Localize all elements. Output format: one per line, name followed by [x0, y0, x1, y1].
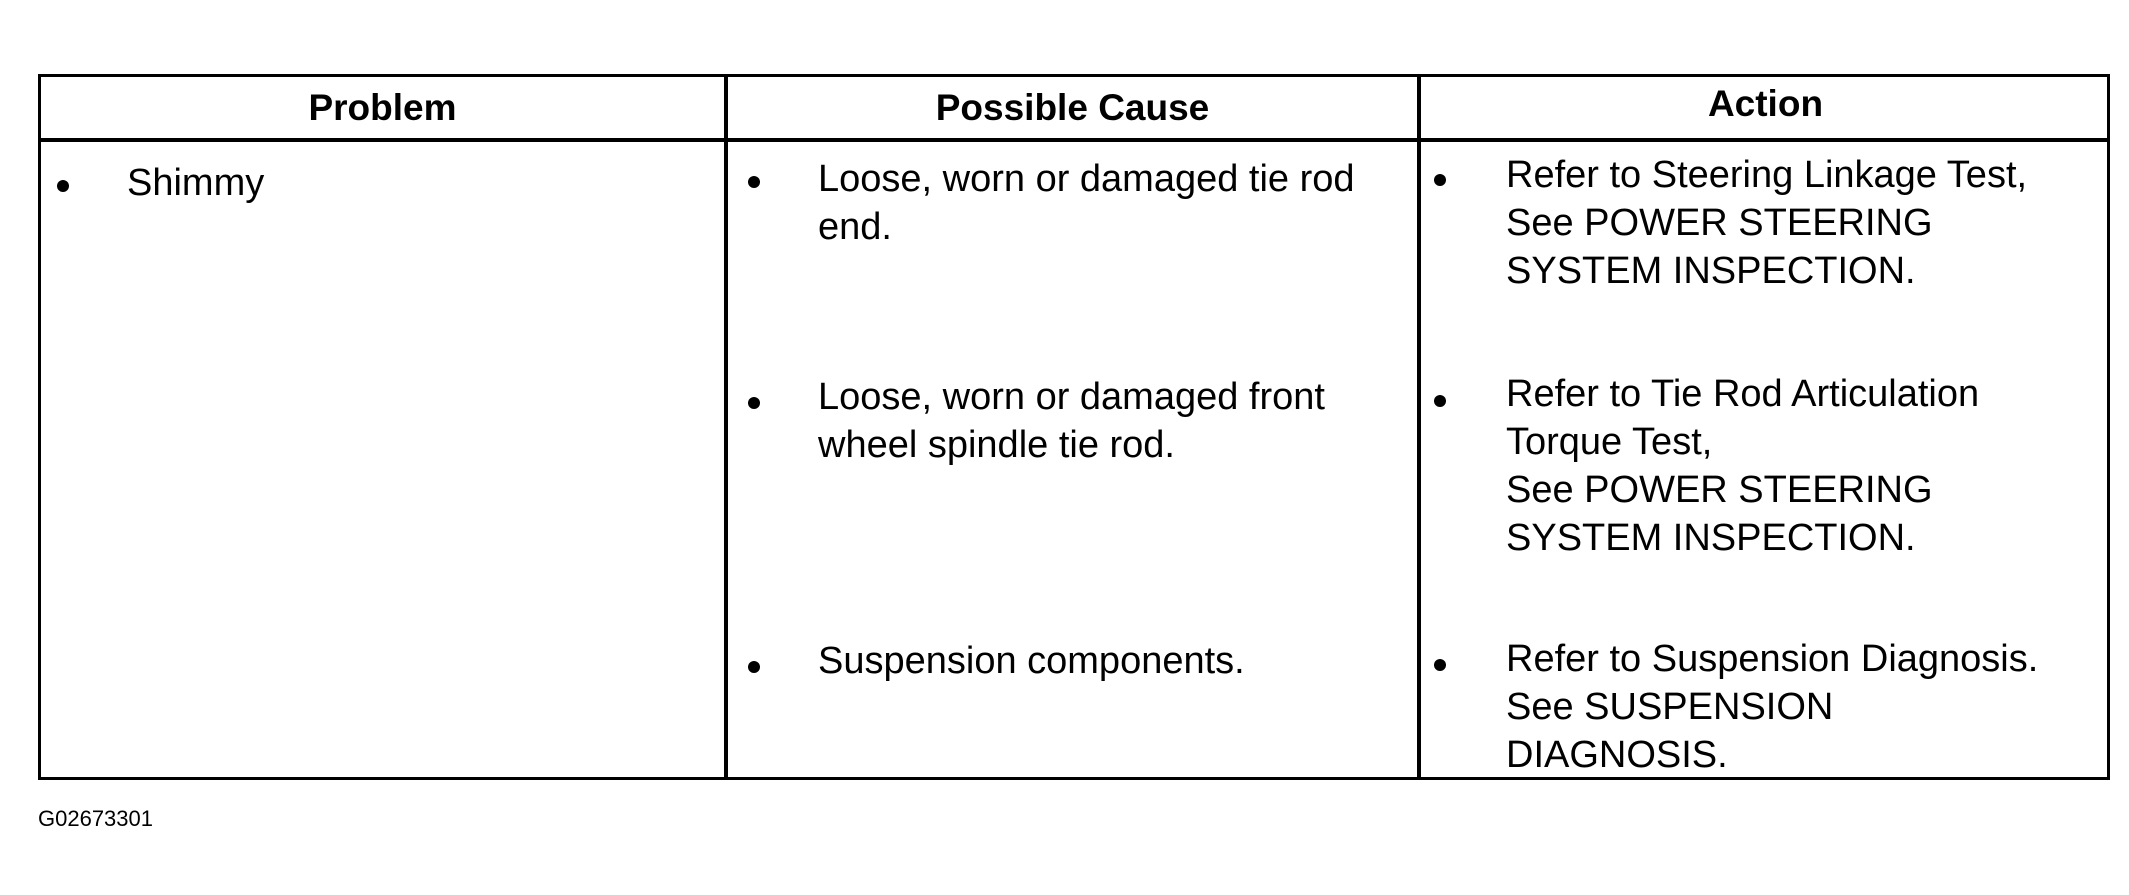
bullet-icon: [748, 661, 760, 673]
problem-entry: [127, 159, 264, 207]
cause-entry: [818, 637, 1245, 685]
header-action: Action: [1707, 82, 1824, 124]
action-entry: [1506, 370, 1979, 562]
action-entry: [1506, 635, 2038, 779]
bullet-icon: [57, 180, 69, 192]
diagnosis-table: [38, 74, 2110, 780]
cause-entry: [818, 373, 1325, 469]
figure-id: G02673301: [38, 806, 153, 831]
bullet-icon: [1434, 395, 1446, 407]
bullet-icon: [748, 176, 760, 188]
problem-text: Shimmy: [127, 162, 265, 204]
action-text: Refer to Steering Linkage Test, See POWER STEERING SYSTEM INSPECTION.: [1506, 154, 2028, 292]
action-entry: [1506, 151, 2027, 295]
bullet-icon: [748, 397, 760, 409]
header-possible-cause: Possible Cause: [935, 86, 1210, 128]
cause-text: Loose, worn or damaged front wheel spindle tie rod.: [818, 376, 1325, 466]
cause-entry: [818, 155, 1355, 251]
column-divider: [724, 77, 728, 777]
action-text: Refer to Suspension Diagnosis. See SUSPENSION DIAGNOSIS.: [1506, 638, 2039, 776]
cause-text: Loose, worn or damaged tie rod end.: [818, 158, 1355, 248]
bullet-icon: [1434, 659, 1446, 671]
column-divider: [1417, 77, 1421, 777]
cause-text: Suspension components.: [818, 640, 1245, 682]
bullet-icon: [1434, 174, 1446, 186]
header-divider: [41, 138, 2107, 142]
header-problem: Problem: [308, 86, 457, 128]
action-text: Refer to Tie Rod Articulation Torque Test, See POWER STEERING SYSTEM INSPECTION.: [1506, 373, 1980, 559]
